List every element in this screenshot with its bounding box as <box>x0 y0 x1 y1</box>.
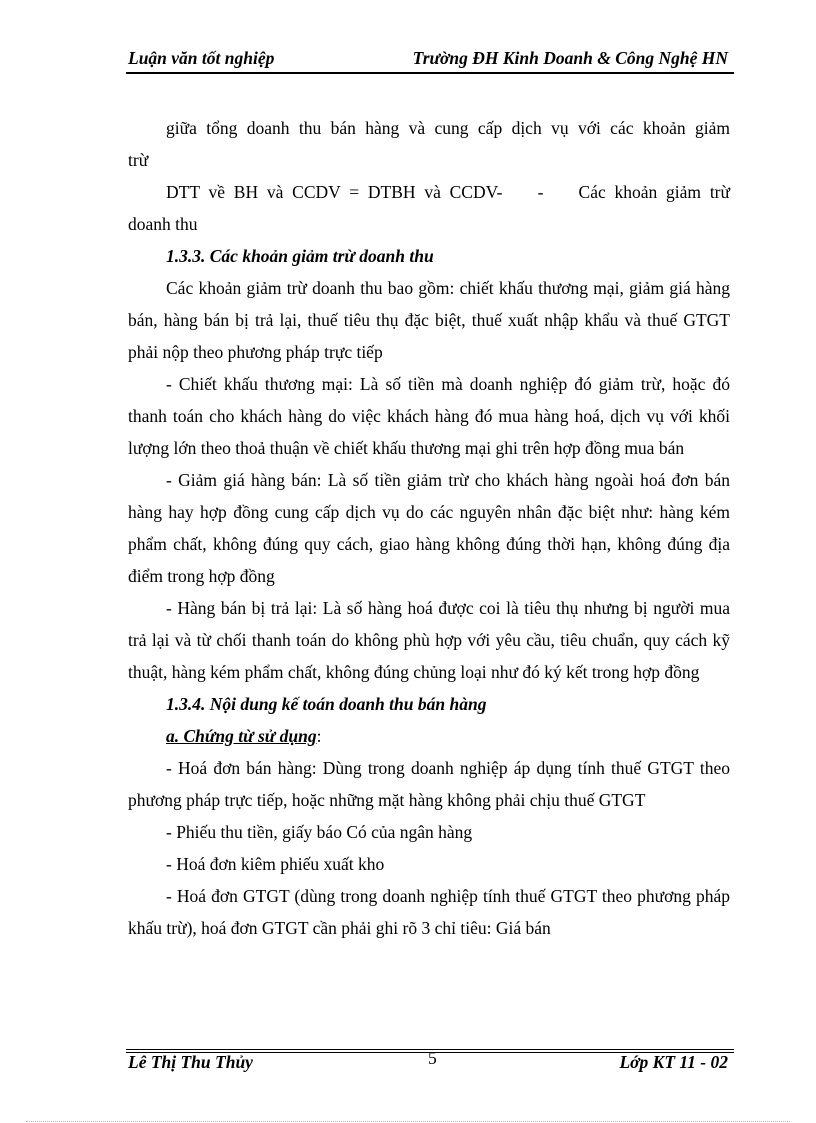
heading-a-colon: : <box>316 726 322 746</box>
page-footer <box>128 1048 732 1078</box>
formula-line-1: DTT về BH và CCDV = DTBH và CCDV- - Các khoản giảm trừ <box>166 182 730 202</box>
page-number: 5 <box>428 1048 437 1068</box>
heading-a-documents <box>128 720 730 752</box>
document-item-sales-invoice: - Hoá đơn bán hàng: Dùng trong doanh nghiệp áp dụng tính thuế GTGT theo phương pháp trực tiếp, hoặc những mặt hàng không phải chịu thuế GTGT <box>128 758 730 810</box>
header-university: Trường ĐH Kinh Doanh & Công Nghệ HN <box>412 48 728 68</box>
document-item-invoice-delivery: - Hoá đơn kiêm phiếu xuất kho <box>166 854 385 874</box>
page-header <box>128 48 732 74</box>
paragraph-1-line-1: giữa tổng doanh thu bán hàng và cung cấp dịch vụ với các khoản giảm <box>166 118 730 138</box>
header-rule <box>126 72 734 74</box>
paragraph-1-line-2: trừ <box>128 150 149 170</box>
document-item-vat-invoice: - Hoá đơn GTGT (dùng trong doanh nghiệp tính thuế GTGT theo phương pháp khấu trừ), hoá đơn GTGT cần phải ghi rõ 3 chỉ tiêu: Giá bán <box>128 886 730 938</box>
footer-class: Lớp KT 11 - 02 <box>619 1052 728 1072</box>
heading-1-3-4: 1.3.4. Nội dung kế toán doanh thu bán hàng <box>166 694 487 714</box>
page-body <box>128 112 730 944</box>
heading-a-text: a. Chứng từ sử dụng <box>166 726 317 746</box>
bullet-sales-allowance: - Giảm giá hàng bán: Là số tiền giảm trừ cho khách hàng ngoài hoá đơn bán hàng hay hợp đồng cung cấp dịch vụ do các nguyên nhân đặc biệt như: hàng kém phẩm chất, không đúng quy cách, giao hàng không đúng thời hạn, không đúng địa điểm trong hợp đồng <box>128 470 730 586</box>
document-item-receipt: - Phiếu thu tiền, giấy báo Có của ngân hàng <box>166 822 473 842</box>
footer-author: Lê Thị Thu Thủy <box>128 1052 253 1072</box>
bullet-trade-discount: - Chiết khấu thương mại: Là số tiền mà doanh nghiệp đó giảm trừ, hoặc đó thanh toán cho khách hàng do việc khách hàng đó mua hàng hoá, dịch vụ với khối lượng lớn theo thoả thuận về chiết khấu thương mại ghi trên hợp đồng mua bán <box>128 374 730 458</box>
bullet-sales-returns: - Hàng bán bị trả lại: Là số hàng hoá được coi là tiêu thụ nhưng bị người mua trả lại và từ chối thanh toán do không phù hợp với yêu cầu, tiêu chuẩn, quy cách kỹ thuật, hàng kém phẩm chất, không đúng chủng loại như đó ký kết trong hợp đồng <box>128 598 730 682</box>
heading-1-3-3: 1.3.3. Các khoản giảm trừ doanh thu <box>166 246 434 266</box>
page-bottom-border <box>26 1121 790 1122</box>
header-thesis-label: Luận văn tốt nghiệp <box>128 48 275 68</box>
paragraph-deductions: Các khoản giảm trừ doanh thu bao gồm: chiết khấu thương mại, giảm giá hàng bán, hàng bán bị trả lại, thuế tiêu thụ đặc biệt, thuế xuất nhập khẩu và thuế GTGT phải nộp theo phương pháp trực tiếp <box>128 278 730 362</box>
formula-line-2: doanh thu <box>128 214 198 234</box>
